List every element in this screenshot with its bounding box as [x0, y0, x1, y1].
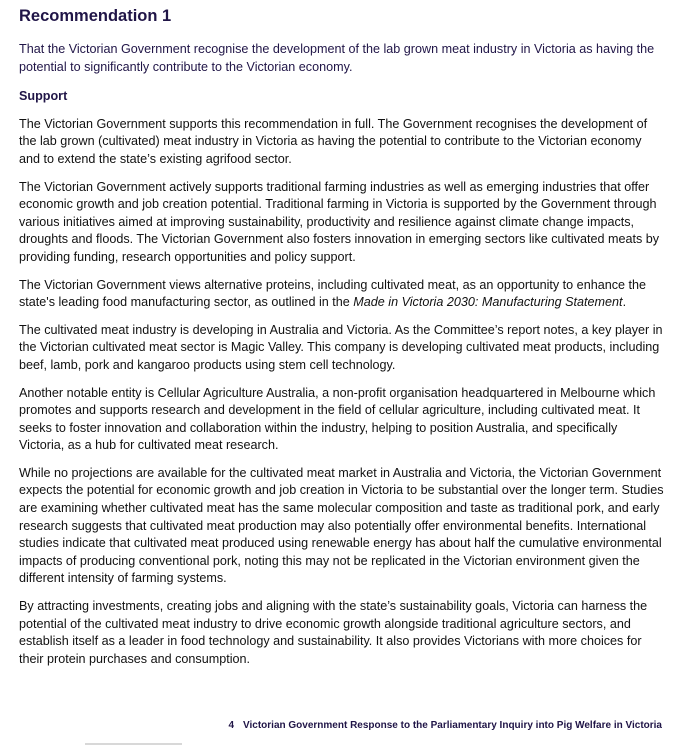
support-paragraph: The cultivated meat industry is developing in Australia and Victoria. As the Committee’s report notes, a key player in the Victorian cultivated meat sector is Magic Valley. This company is developing cultivated meat products, including beef, lamb, pork and kangaroo products using stem cell technology. — [19, 322, 663, 372]
support-paragraph: By attracting investments, creating jobs and aligning with the state’s sustainability goals, Victoria can harness the potential of the cultivated meat industry to drive economic growth alongside traditional agriculture sectors, and establish itself as a leader in food technology and sustainability. It also provides Victorians with more choices for their protein purchases and consumption. — [19, 599, 648, 666]
document-page — [19, 6, 665, 668]
footer-document-title: Victorian Government Response to the Parliamentary Inquiry into Pig Welfare in Victoria — [243, 720, 662, 731]
support-paragraph: While no projections are available for the cultivated meat market in Australia and Victoria, the Victorian Government expects the potential for economic growth and job creation in Victoria to be substantial over the longer term. Studies are examining whether cultivated meat has the same molecular composition and taste as traditional pork, and early research suggests that cultivated meat production may also potentially offer environmental benefits. International studies indicate that cultivated meat produced using renewable energy has about half the cumulative environmental impacts of producing conventional pork, noting this may not be replicated in the Victorian environment given the different intensity of farming systems. — [19, 465, 664, 586]
support-paragraph — [19, 277, 665, 312]
page-footer — [228, 720, 662, 731]
support-heading: Support — [19, 89, 68, 104]
recommendation-text: That the Victorian Government recognise the development of the lab grown meat industry in Victoria as having the potential to significantly contribute to the Victorian economy. — [19, 42, 655, 74]
page-number: 4 — [228, 720, 234, 731]
cited-document-title: Made in Victoria 2030: Manufacturing Statement — [353, 295, 623, 310]
support-paragraph: The Victorian Government supports this recommendation in full. The Government recognises the development of the lab grown (cultivated) meat industry in Victoria as having the potential to contribute to the Victorian economy and to extend the state’s existing agrifood sector. — [19, 116, 648, 166]
support-paragraph-text: . — [622, 295, 627, 310]
recommendation-title: Recommendation 1 — [19, 7, 172, 25]
support-paragraph: The Victorian Government actively supports traditional farming industries as well as emerging industries that offer economic growth and job creation potential. Traditional farming in Victoria is supported by the Government through various initiatives aimed at improving sustainability, productivity and resilience against climate change impacts, droughts and floods. The Victorian Government also fosters innovation in emerging sectors like cultivated meats by providing funding, research opportunities and policy support. — [19, 179, 660, 264]
support-paragraph: Another notable entity is Cellular Agriculture Australia, a non-profit organisation headquartered in Melbourne which promotes and supports research and development in the field of cellular agriculture, including cultivated meat. It seeks to foster innovation and collaboration within the industry, helping to position Australia, and specifically Victoria, as a hub for cultivated meat research. — [19, 385, 656, 453]
support-paragraph-text: The Victorian Government views alternative proteins, including cultivated meat, as an opportunity to enhance the state's leading food manufacturing sector, as outlined in the — [19, 277, 647, 310]
